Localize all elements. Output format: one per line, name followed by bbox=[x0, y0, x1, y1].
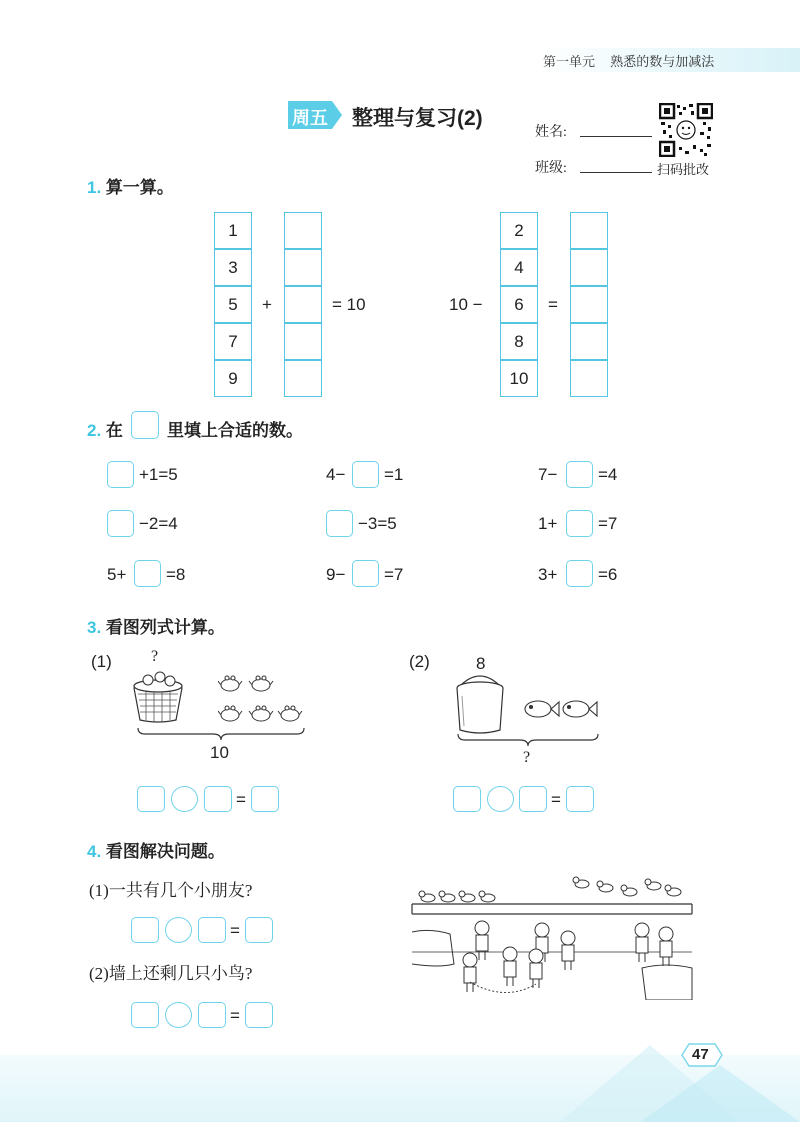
q2-sample-box bbox=[131, 411, 159, 439]
header-unit bbox=[543, 51, 714, 70]
crab-icon bbox=[218, 706, 242, 721]
q1-left-cell: 1 bbox=[214, 212, 252, 249]
q2-answer-box[interactable] bbox=[566, 461, 593, 488]
q1-answer-box[interactable] bbox=[284, 360, 322, 397]
q1-answer-box[interactable] bbox=[570, 286, 608, 323]
q1-heading bbox=[87, 173, 174, 198]
footer-decor bbox=[0, 1040, 800, 1127]
q1-plus: + bbox=[262, 295, 272, 314]
q4-scene bbox=[410, 872, 694, 1005]
q1-right-cell: 4 bbox=[500, 249, 538, 286]
q1-answer-box[interactable] bbox=[284, 249, 322, 286]
fish-icon bbox=[525, 701, 559, 717]
q3-p2-question: ? bbox=[523, 749, 531, 766]
fish-group bbox=[522, 696, 602, 727]
q2-expr: =7 bbox=[598, 514, 618, 533]
child-icon bbox=[475, 921, 489, 960]
q3-operator-circle[interactable] bbox=[487, 786, 514, 812]
q2-answer-box[interactable] bbox=[352, 560, 379, 587]
q3-answer-box[interactable] bbox=[251, 786, 279, 812]
bird-icon bbox=[459, 891, 475, 902]
q1-left-cell: 3 bbox=[214, 249, 252, 286]
q2-answer-box[interactable] bbox=[566, 510, 593, 537]
q1-right-cell: 8 bbox=[500, 323, 538, 360]
page-number: 47 bbox=[692, 1046, 709, 1063]
q4-sub1: (1)一共有几个小朋友? bbox=[89, 881, 253, 900]
q4-equals: = bbox=[230, 1006, 240, 1025]
child-icon bbox=[463, 953, 477, 992]
q3-heading bbox=[87, 613, 225, 638]
q1-ten-minus: 10 − bbox=[449, 295, 483, 314]
q4-answer-box[interactable] bbox=[245, 917, 273, 943]
q4-answer-box[interactable] bbox=[131, 917, 159, 943]
header-unit-title: 熟悉的数与加减法 bbox=[610, 54, 715, 69]
q4-operator-circle[interactable] bbox=[165, 1002, 192, 1028]
q3-p1-label: (1) bbox=[91, 652, 112, 671]
q1-answer-box[interactable] bbox=[284, 323, 322, 360]
q3-title: 看图列式计算。 bbox=[105, 618, 225, 637]
day-label: 周五 bbox=[292, 108, 328, 128]
q2-expr: =6 bbox=[598, 565, 618, 584]
q4-heading bbox=[87, 837, 225, 862]
page-title: 整理与复习(2) bbox=[352, 107, 483, 130]
q3-p1-question: ? bbox=[151, 648, 159, 665]
bird-icon bbox=[665, 885, 681, 896]
qr-caption: 扫码批改 bbox=[657, 162, 710, 177]
q4-sub2: (2)墙上还剩几只小鸟? bbox=[89, 964, 253, 983]
class-line[interactable] bbox=[580, 172, 652, 173]
q2-expr: =1 bbox=[384, 465, 404, 484]
q3-p1-total: 10 bbox=[210, 743, 229, 762]
page-number-badge bbox=[681, 1043, 723, 1067]
crab-icon bbox=[218, 676, 242, 691]
q2-expr: 3+ bbox=[538, 565, 558, 584]
q4-title: 看图解决问题。 bbox=[105, 842, 225, 861]
q3-equals: = bbox=[236, 790, 246, 809]
q4-answer-box[interactable] bbox=[245, 1002, 273, 1028]
q2-expr: 4− bbox=[326, 465, 346, 484]
q3-p2-top: 8 bbox=[476, 654, 486, 673]
bucket-icon bbox=[452, 670, 508, 741]
crab-group bbox=[218, 673, 328, 734]
q3-p2-label: (2) bbox=[409, 652, 430, 671]
bird-icon bbox=[479, 891, 495, 902]
q3-answer-box[interactable] bbox=[566, 786, 594, 812]
bird-icon bbox=[419, 891, 435, 902]
q2-answer-box[interactable] bbox=[107, 461, 134, 488]
q2-heading bbox=[87, 416, 123, 441]
q1-left-cell: 9 bbox=[214, 360, 252, 397]
child-icon bbox=[529, 949, 543, 988]
fish-icon bbox=[563, 701, 597, 717]
q1-answer-box[interactable] bbox=[570, 212, 608, 249]
class-label: 班级: bbox=[535, 161, 567, 176]
q2-expr: =4 bbox=[598, 465, 618, 484]
q2-expr: =8 bbox=[166, 565, 186, 584]
q2-answer-box[interactable] bbox=[326, 510, 353, 537]
q1-answer-box[interactable] bbox=[570, 323, 608, 360]
q1-title: 算一算。 bbox=[105, 178, 174, 197]
bird-icon bbox=[439, 891, 455, 902]
q1-equals: = bbox=[548, 295, 558, 314]
q2-title-post: 里填上合适的数。 bbox=[167, 421, 303, 440]
q2-expr: =7 bbox=[384, 565, 404, 584]
q2-expr: 1+ bbox=[538, 514, 558, 533]
q1-answer-box[interactable] bbox=[570, 249, 608, 286]
child-icon bbox=[635, 923, 649, 962]
q1-answer-box[interactable] bbox=[284, 286, 322, 323]
q2-answer-box[interactable] bbox=[566, 560, 593, 587]
q4-equals: = bbox=[230, 921, 240, 940]
q3-answer-box[interactable] bbox=[519, 786, 547, 812]
q2-number: 2. bbox=[87, 421, 102, 440]
bird-icon bbox=[621, 885, 637, 896]
q1-right-cell: 2 bbox=[500, 212, 538, 249]
bird-icon bbox=[597, 881, 613, 892]
qr-code-icon[interactable] bbox=[659, 103, 713, 157]
q2-expr: −3=5 bbox=[358, 514, 397, 533]
q3-equals: = bbox=[551, 790, 561, 809]
q4-number: 4. bbox=[87, 842, 102, 861]
q3-operator-circle[interactable] bbox=[171, 786, 198, 812]
q3-answer-box[interactable] bbox=[204, 786, 232, 812]
q2-answer-box[interactable] bbox=[352, 461, 379, 488]
bird-icon bbox=[645, 879, 661, 890]
crab-icon bbox=[249, 676, 273, 691]
q2-expr: 7− bbox=[538, 465, 558, 484]
q1-right-cell: 6 bbox=[500, 286, 538, 323]
q1-equals-ten: = 10 bbox=[332, 295, 366, 314]
q4-answer-box[interactable] bbox=[131, 1002, 159, 1028]
name-line[interactable] bbox=[580, 136, 652, 137]
q3-answer-box[interactable] bbox=[137, 786, 165, 812]
q2-title-pre: 在 bbox=[105, 421, 123, 440]
q2-expr: 5+ bbox=[107, 565, 127, 584]
q3-answer-box[interactable] bbox=[453, 786, 481, 812]
q2-expr: 9− bbox=[326, 565, 346, 584]
child-icon bbox=[659, 927, 673, 966]
child-icon bbox=[561, 931, 575, 970]
q1-number: 1. bbox=[87, 178, 102, 197]
crab-icon bbox=[249, 706, 273, 721]
day-badge bbox=[288, 101, 342, 129]
crab-icon bbox=[278, 706, 302, 721]
q1-right-cell: 10 bbox=[500, 360, 538, 397]
q1-answer-box[interactable] bbox=[570, 360, 608, 397]
q2-answer-box[interactable] bbox=[134, 560, 161, 587]
basket-icon bbox=[130, 668, 186, 729]
bird-icon bbox=[573, 877, 589, 888]
q4-operator-circle[interactable] bbox=[165, 917, 192, 943]
q1-answer-box[interactable] bbox=[284, 212, 322, 249]
q1-left-cell: 7 bbox=[214, 323, 252, 360]
q2-expr: +1=5 bbox=[139, 465, 178, 484]
q2-answer-box[interactable] bbox=[107, 510, 134, 537]
q1-left-cell: 5 bbox=[214, 286, 252, 323]
q3-number: 3. bbox=[87, 618, 102, 637]
child-icon bbox=[503, 947, 517, 986]
header-unit-label: 第一单元 bbox=[543, 54, 596, 69]
q4-answer-box[interactable] bbox=[198, 1002, 226, 1028]
q4-answer-box[interactable] bbox=[198, 917, 226, 943]
name-label: 姓名: bbox=[535, 125, 567, 140]
q2-expr: −2=4 bbox=[139, 514, 178, 533]
